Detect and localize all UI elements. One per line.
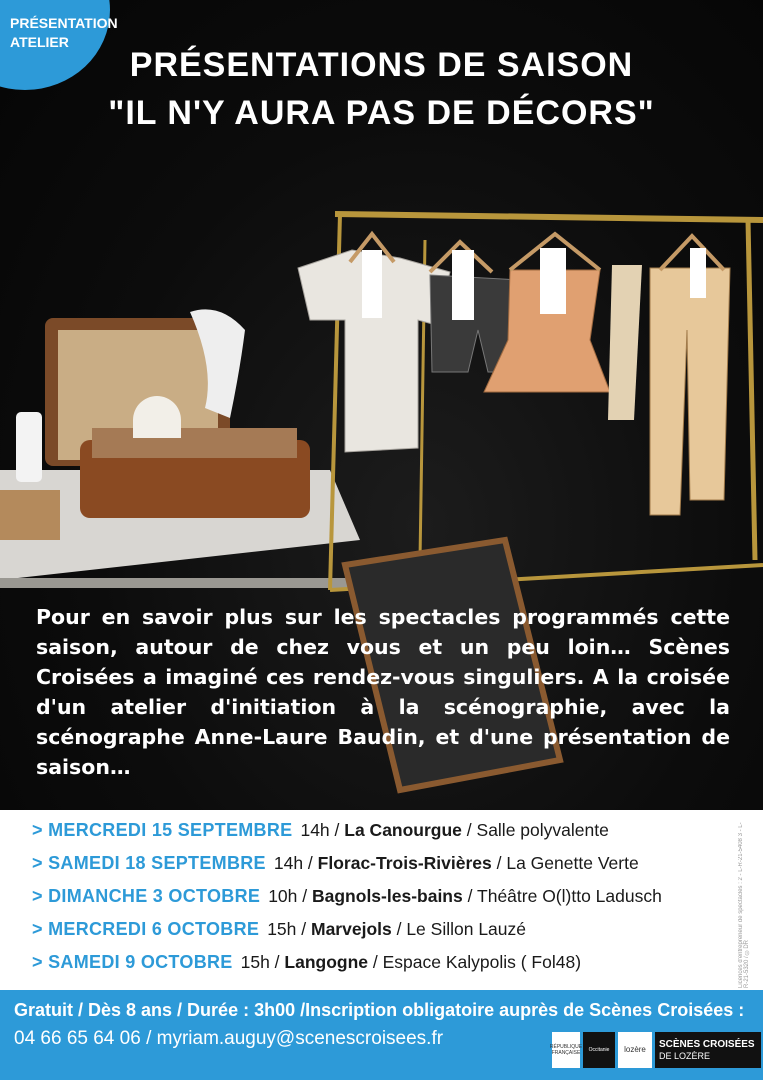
lozere-logo: [618, 1032, 652, 1068]
schedule-venue: La Genette Verte: [506, 853, 639, 873]
legal-notice: Licences d'entrepreneur de spectacles : 2 - L-R-21-5408 3 - L-R-21-5320 / ©DR: [738, 822, 750, 988]
schedule-time: 14h: [273, 853, 304, 873]
schedule-date: > MERCREDI 6 OCTOBRE: [32, 919, 260, 939]
schedule-date: > DIMANCHE 3 OCTOBRE: [32, 886, 261, 906]
schedule-venue: Salle polyvalente: [476, 820, 609, 840]
paper-trousers: [650, 268, 730, 515]
page-title-line-1: PRÉSENTATIONS DE SAISON: [129, 46, 634, 84]
schedule-town: Bagnols-les-bains: [312, 886, 463, 906]
suitcase-content: [92, 428, 297, 458]
occitanie-logo-text: Occitanie: [588, 1047, 610, 1053]
republique-francaise-logo: [549, 1032, 583, 1068]
schedule-venue: Le Sillon Lauzé: [406, 919, 526, 939]
intro-paragraph: Pour en savoir plus sur les spectacles programmés cette saison, autour de chez vous et un peu loin… Scènes Croisées a imaginé ces rendez-vous singuliers. A la croisée d'un atelier d'initiation à la scénographie, avec la scénographe Anne-Laure Baudin, et d'une présentation de saison…: [36, 605, 730, 779]
schedule-row: > MERCREDI 6 OCTOBRE 15h / Marvejols / Le Sillon Lauzé: [32, 919, 526, 939]
partner-logos: [549, 1032, 761, 1072]
schedule-town: Florac-Trois-Rivières: [317, 853, 492, 873]
schedule-venue: Théâtre O(l)tto Ladusch: [477, 886, 662, 906]
rail-bar: [335, 214, 763, 220]
schedule-row: > MERCREDI 15 SEPTEMBRE 14h / La Canourgue / Salle polyvalente: [32, 820, 609, 840]
bottle: [16, 412, 42, 482]
box: [0, 490, 60, 540]
occitanie-logo: [583, 1032, 615, 1068]
rail-leg-right: [748, 220, 755, 560]
tag-1: [362, 250, 382, 318]
schedule-date: > SAMEDI 9 OCTOBRE: [32, 952, 233, 972]
schedule-row: > SAMEDI 9 OCTOBRE 15h / Langogne / Espace Kalypolis ( Fol48): [32, 952, 582, 972]
footer-info-line: Gratuit / Dès 8 ans / Durée : 3h00 /Inscription obligatoire auprès de Scènes Croisées :: [14, 1000, 745, 1020]
footer-contact-line: 04 66 65 64 06 / myriam.auguy@scenescroisees.fr: [14, 1028, 444, 1049]
schedule-list: [0, 812, 763, 987]
schedule-time: 10h: [268, 886, 298, 906]
tag-4: [690, 248, 706, 298]
schedule-town: Marvejols: [311, 919, 392, 939]
table-edge: [0, 578, 360, 588]
schedule-date: > SAMEDI 18 SEPTEMBRE: [32, 853, 266, 873]
scenes-croisees-logo-bottom: DE LOZÈRE: [659, 1050, 711, 1061]
schedule-town: La Canourgue: [344, 820, 462, 840]
paper-strip: [608, 265, 642, 420]
schedule-time: 14h: [300, 820, 330, 840]
schedule-time: 15h: [240, 952, 270, 972]
badge-line-2: ATELIER: [10, 34, 69, 50]
schedule-date: > MERCREDI 15 SEPTEMBRE: [32, 820, 293, 840]
schedule-town: Langogne: [284, 952, 369, 972]
page-title-line-2: "IL N'Y AURA PAS DE DÉCORS": [108, 94, 655, 132]
schedule-row: > SAMEDI 18 SEPTEMBRE 14h / Florac-Trois-Rivières / La Genette Verte: [32, 853, 639, 873]
rf-logo-text: RÉPUBLIQUE FRANÇAISE: [549, 1044, 583, 1056]
schedule-venue: Espace Kalypolis ( Fol48): [382, 952, 582, 972]
lozere-logo-text: lozère: [624, 1045, 646, 1054]
scenes-croisees-logo: [655, 1032, 761, 1068]
badge-line-1: PRÉSENTATION: [10, 15, 118, 31]
scenes-croisees-logo-top: SCÈNES CROISÉES: [659, 1038, 755, 1050]
tag-2: [452, 250, 474, 320]
tag-3: [540, 248, 566, 314]
schedule-time: 15h: [267, 919, 297, 939]
schedule-row: > DIMANCHE 3 OCTOBRE 10h / Bagnols-les-bains / Théâtre O(l)tto Ladusch: [32, 886, 662, 906]
